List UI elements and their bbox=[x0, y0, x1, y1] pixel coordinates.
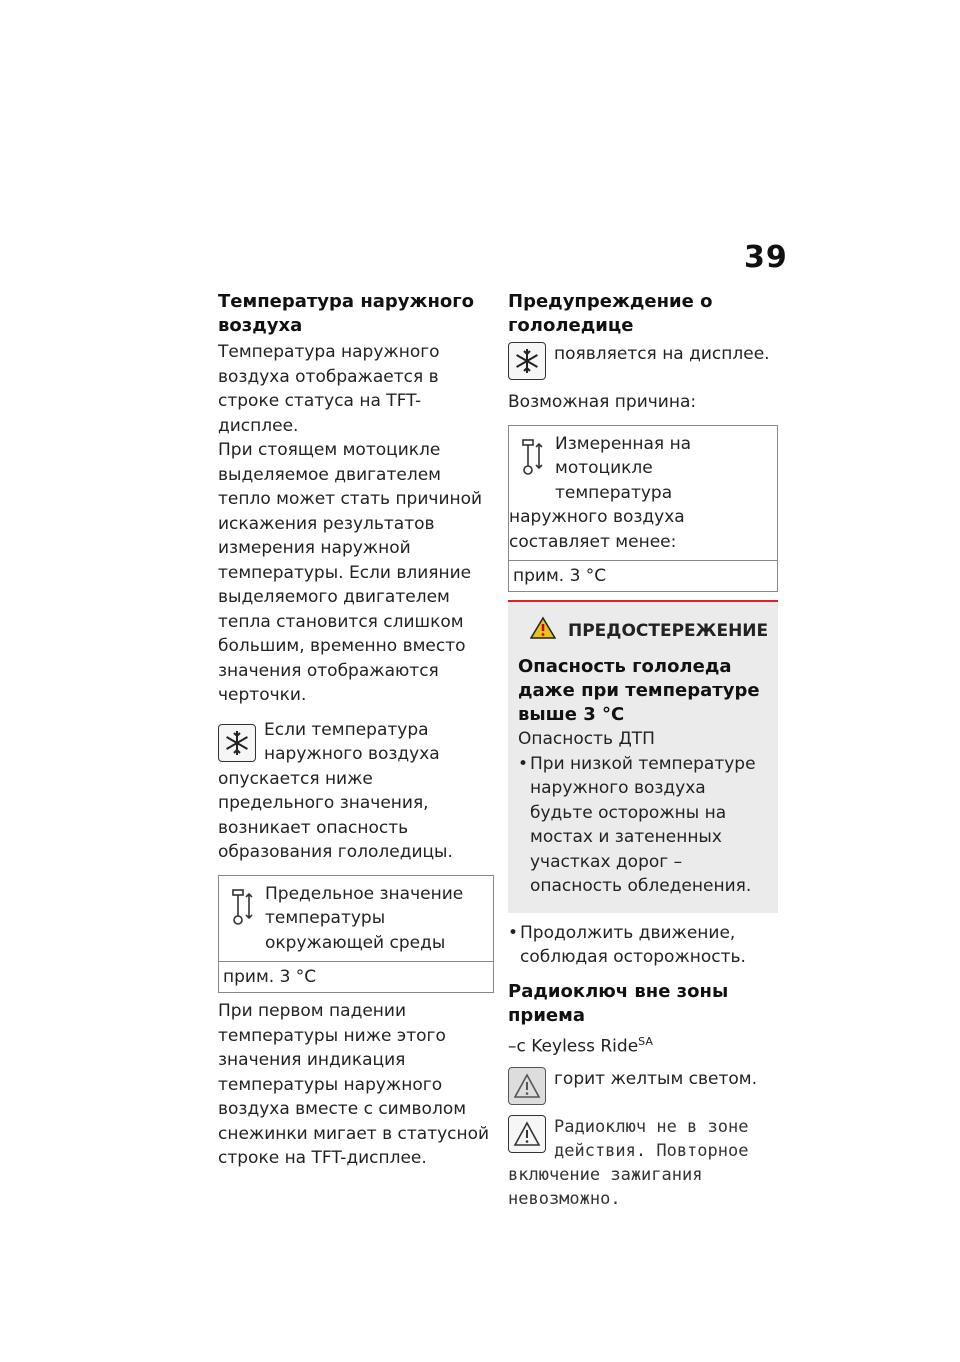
spec-box bbox=[218, 875, 494, 994]
warning-bold: Опасность гололеда даже при температуре выше 3 °C bbox=[518, 656, 760, 725]
snowflake-icon bbox=[508, 342, 546, 380]
heading-ice-warning: Предупреждение о гололедице bbox=[508, 291, 713, 336]
right-column bbox=[508, 290, 778, 1211]
warning-bullet: • При низкой температуре наружного воздуха будьте осторожны на мостах и затененных участках дорог – опасность обледенения. bbox=[518, 752, 768, 899]
spec-value: прим. 3 °C bbox=[509, 560, 777, 591]
spec-value: прим. 3 °C bbox=[219, 961, 493, 992]
warning-triangle-icon bbox=[508, 1067, 546, 1105]
warning-title: ПРЕДОСТЕРЕЖЕНИЕ bbox=[568, 620, 769, 641]
warning-box bbox=[508, 600, 778, 913]
paragraph: При стоящем мотоцикле выделяемое двигателем тепло может стать причиной искажения результатов измерения наружной температуры. Если влияние выделяемого двигателем тепла становится слишком большим, временно вместо значения отображаются черточки. bbox=[218, 440, 483, 705]
snowflake-icon bbox=[218, 724, 256, 762]
paragraph: горит желтым светом. bbox=[554, 1068, 758, 1089]
action-bullet: • Продолжить движение, соблюдая осторожность. bbox=[508, 921, 778, 970]
page-number: 39 bbox=[744, 240, 788, 275]
heading-radio-key: Радиоключ вне зоны приема bbox=[508, 980, 729, 1026]
spec-label: Предельное значение температуры окружающей среды bbox=[265, 883, 464, 953]
warning-triangle-icon bbox=[530, 616, 556, 645]
thermometer-icon bbox=[229, 888, 255, 932]
paragraph: Если температура наружного воздуха опускается ниже предельного значения, возникает опасность образования гололедицы. bbox=[218, 719, 453, 862]
warning-sub: Опасность ДТП bbox=[518, 729, 655, 749]
spec-box bbox=[508, 425, 778, 593]
warning-triangle-icon bbox=[508, 1115, 546, 1153]
heading-outside-temp: Температура наружного воздуха bbox=[218, 291, 475, 336]
spec-label: Измеренная на мотоцикле температура наружного воздуха составляет менее: bbox=[509, 433, 692, 552]
paragraph: При первом падении температуры ниже этого значения индикация температуры наружного воздуха вместе с символом снежинки мигает в статусной строке на TFT-дисплее. bbox=[218, 1001, 490, 1168]
left-column bbox=[218, 290, 494, 1171]
display-message: Радиоключ не в зоне действия. Повторное включение зажигания невозможно. bbox=[508, 1116, 749, 1209]
equipment-note: –с Keyless Ride$^{SA}$ bbox=[508, 1034, 653, 1057]
thermometer-icon bbox=[519, 438, 545, 482]
paragraph: появляется на дисплее. bbox=[554, 344, 770, 364]
paragraph: Температура наружного воздуха отображается в строке статуса на TFT-дисплее. bbox=[218, 342, 440, 436]
cause-label: Возможная причина: bbox=[508, 392, 697, 412]
